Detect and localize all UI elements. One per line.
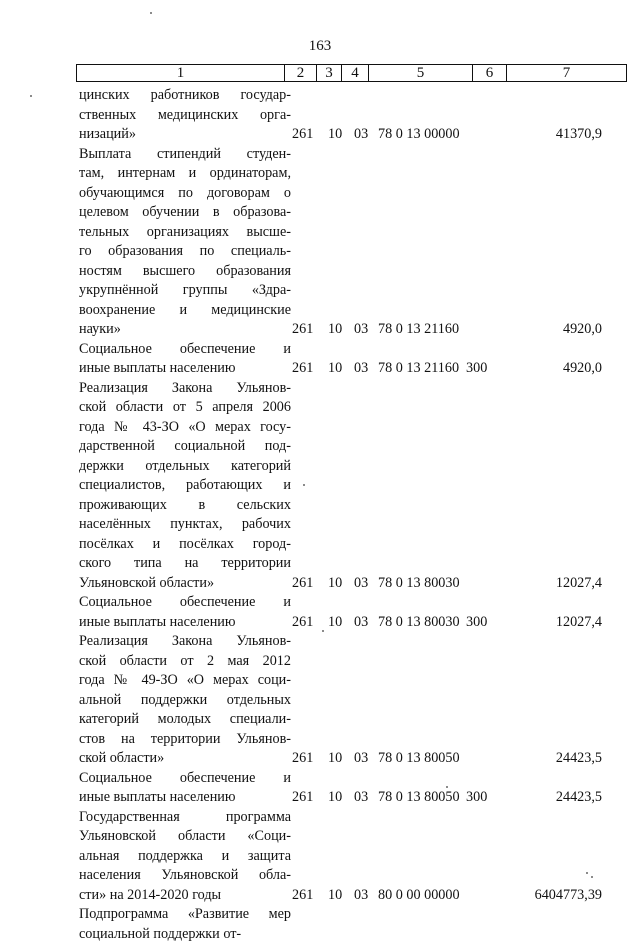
description-line: Ульяновской области «Соци- <box>79 827 291 847</box>
description-line: тельных организациях высше- <box>79 223 291 243</box>
header-col-5: 5 <box>368 65 472 81</box>
cell-c7: 12027,4 <box>556 613 602 633</box>
scan-speck <box>322 630 324 632</box>
cell-c7: 24423,5 <box>556 788 602 808</box>
row-description <box>79 632 291 769</box>
description-line: года № 43-ЗО «О мерах госу- <box>79 418 291 438</box>
description-line: Выплата стипендий студен- <box>79 145 291 165</box>
scan-speck <box>303 484 305 486</box>
description-line: цинских работников государ- <box>79 86 291 106</box>
row-description <box>79 340 291 379</box>
cell-c2: 261 <box>292 320 313 340</box>
cell-c4: 03 <box>354 320 368 340</box>
description-line: держки отдельных категорий <box>79 457 291 477</box>
cell-c3: 10 <box>328 574 342 594</box>
cell-c3: 10 <box>328 320 342 340</box>
description-line: посёлках и посёлках город- <box>79 535 291 555</box>
cell-c5: 78 0 13 80050 <box>378 749 460 769</box>
cell-c3: 10 <box>328 788 342 808</box>
cell-c2: 261 <box>292 749 313 769</box>
header-col-1: 1 <box>77 65 284 81</box>
description-line: населённых пунктах, рабочих <box>79 515 291 535</box>
row-description <box>79 593 291 632</box>
description-line: Государственная программа <box>79 808 291 828</box>
page-number: 163 <box>0 38 640 55</box>
description-line: ского типа на территории <box>79 554 291 574</box>
description-line: Социальное обеспечение и <box>79 340 291 360</box>
description-line: ской области от 2 мая 2012 <box>79 652 291 672</box>
cell-c5: 80 0 00 00000 <box>378 886 460 906</box>
cell-c5: 78 0 13 00000 <box>378 125 460 145</box>
row-description <box>79 145 291 340</box>
description-line: Ульяновской области» <box>79 574 291 594</box>
cell-c4: 03 <box>354 788 368 808</box>
description-line: сти» на 2014-2020 годы <box>79 886 291 906</box>
cell-c2: 261 <box>292 886 313 906</box>
description-line: Реализация Закона Ульянов- <box>79 379 291 399</box>
scan-speck <box>150 12 152 14</box>
description-line: Социальное обеспечение и <box>79 593 291 613</box>
scan-speck <box>591 876 593 878</box>
cell-c2: 261 <box>292 359 313 379</box>
description-line: го образования по специаль- <box>79 242 291 262</box>
description-line: иные выплаты населению <box>79 613 291 633</box>
cell-c6: 300 <box>466 359 487 379</box>
scan-speck <box>586 872 588 874</box>
scan-speck <box>446 786 448 788</box>
cell-c2: 261 <box>292 788 313 808</box>
cell-c3: 10 <box>328 359 342 379</box>
description-line: проживающих в сельских <box>79 496 291 516</box>
header-col-4: 4 <box>341 65 368 81</box>
cell-c5: 78 0 13 80050 <box>378 788 460 808</box>
cell-c7: 12027,4 <box>556 574 602 594</box>
description-line: населения Ульяновской обла- <box>79 866 291 886</box>
cell-c4: 03 <box>354 613 368 633</box>
description-line: года № 49-ЗО «О мерах соци- <box>79 671 291 691</box>
cell-c2: 261 <box>292 613 313 633</box>
description-line: категорий молодых специали- <box>79 710 291 730</box>
row-description <box>79 86 291 145</box>
cell-c7: 6404773,39 <box>535 886 602 906</box>
cell-c4: 03 <box>354 125 368 145</box>
table-header <box>76 64 627 82</box>
description-line: ностям высшего образования <box>79 262 291 282</box>
description-line: ской области от 5 апреля 2006 <box>79 398 291 418</box>
header-col-7: 7 <box>506 65 626 81</box>
description-line: целевом обучении в образова- <box>79 203 291 223</box>
cell-c4: 03 <box>354 574 368 594</box>
cell-c5: 78 0 13 80030 <box>378 613 460 633</box>
description-line: укрупнённой группы «Здра- <box>79 281 291 301</box>
cell-c4: 03 <box>354 359 368 379</box>
header-col-6: 6 <box>472 65 506 81</box>
description-line: иные выплаты населению <box>79 359 291 379</box>
cell-c7: 24423,5 <box>556 749 602 769</box>
description-line: ственных медицинских орга- <box>79 106 291 126</box>
row-description <box>79 808 291 906</box>
cell-c6: 300 <box>466 788 487 808</box>
cell-c7: 41370,9 <box>556 125 602 145</box>
description-line: иные выплаты населению <box>79 788 291 808</box>
cell-c5: 78 0 13 21160 <box>378 320 459 340</box>
cell-c3: 10 <box>328 886 342 906</box>
description-line: Подпрограмма «Развитие мер <box>79 905 291 925</box>
scan-speck <box>30 95 32 97</box>
description-line: науки» <box>79 320 291 340</box>
cell-c4: 03 <box>354 749 368 769</box>
description-line: Реализация Закона Ульянов- <box>79 632 291 652</box>
row-description <box>79 379 291 594</box>
description-line: альная поддержка и защита <box>79 847 291 867</box>
cell-c7: 4920,0 <box>563 320 602 340</box>
header-col-2: 2 <box>284 65 316 81</box>
cell-c7: 4920,0 <box>563 359 602 379</box>
description-line: там, интернам и ординаторам, <box>79 164 291 184</box>
cell-c5: 78 0 13 80030 <box>378 574 460 594</box>
description-line: обучающимся по договорам о <box>79 184 291 204</box>
cell-c4: 03 <box>354 886 368 906</box>
cell-c2: 261 <box>292 125 313 145</box>
cell-c3: 10 <box>328 125 342 145</box>
cell-c6: 300 <box>466 613 487 633</box>
row-description <box>79 769 291 808</box>
cell-c5: 78 0 13 21160 <box>378 359 459 379</box>
description-line: ской области» <box>79 749 291 769</box>
description-line: альной поддержки отдельных <box>79 691 291 711</box>
cell-c2: 261 <box>292 574 313 594</box>
cell-c3: 10 <box>328 613 342 633</box>
description-line: воохранение и медицинские <box>79 301 291 321</box>
description-line: стов на территории Ульянов- <box>79 730 291 750</box>
cell-c3: 10 <box>328 749 342 769</box>
description-line: Социальное обеспечение и <box>79 769 291 789</box>
description-line: низаций» <box>79 125 291 145</box>
header-col-3: 3 <box>316 65 341 81</box>
description-line: специалистов, работающих и <box>79 476 291 496</box>
description-line: социальной поддержки от- <box>79 925 291 944</box>
description-line: дарственной социальной под- <box>79 437 291 457</box>
row-description <box>79 905 291 944</box>
